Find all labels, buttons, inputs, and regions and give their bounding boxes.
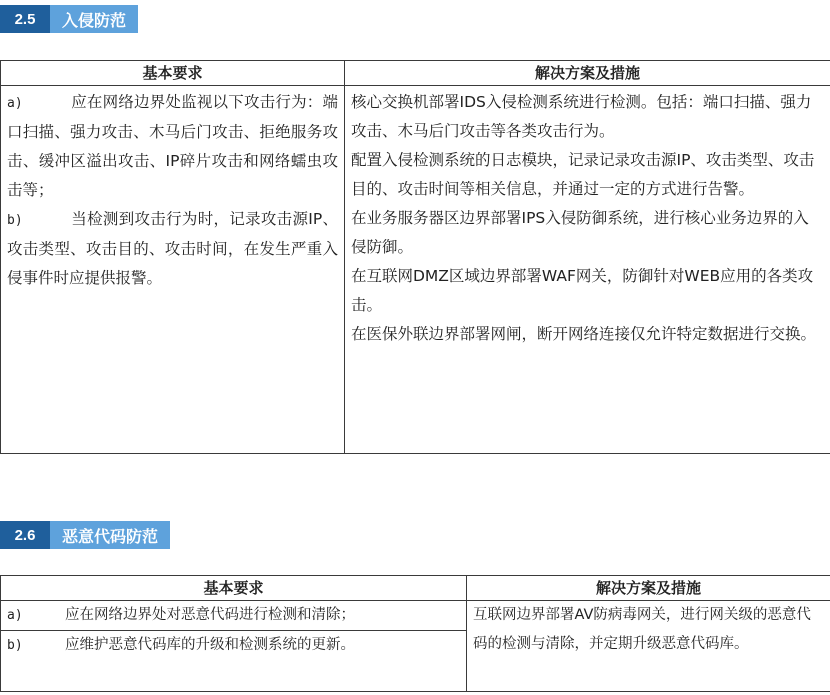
column-header-basic-requirements: 基本要求 (1, 61, 345, 86)
item-text: 应维护恶意代码库的升级和检测系统的更新。 (65, 637, 355, 653)
malicious-code-table (0, 575, 830, 692)
section-header-2-5 (0, 5, 138, 33)
item-text: 当检测到攻击行为时，记录攻击源IP、攻击类型、攻击目的、攻击时间，在发生严重入侵事件时应提供报警。 (7, 210, 338, 287)
table-header-row (1, 61, 830, 86)
solution-item: 在互联网DMZ区域边界部署WAF网关，防御针对WEB应用的各类攻击。 (351, 267, 814, 314)
table-header-row (1, 576, 830, 601)
solutions-cell (467, 601, 830, 692)
item-label: a) (7, 608, 23, 623)
requirement-cell (1, 601, 467, 631)
column-header-basic-requirements: 基本要求 (1, 576, 467, 601)
solutions-cell (345, 86, 830, 454)
solution-item: 核心交换机部署IDS入侵检测系统进行检测。包括：端口扫描、强力攻击、木马后门攻击等各类攻击行为。 (351, 93, 812, 140)
requirement-cell (1, 631, 467, 692)
solution-item: 在医保外联边界部署网闸，断开网络连接仅允许特定数据进行交换。 (351, 325, 817, 343)
table-row (1, 86, 830, 454)
solution-item: 配置入侵检测系统的日志模块，记录记录攻击源IP、攻击类型、攻击目的、攻击时间等相关信息，并通过一定的方式进行告警。 (351, 151, 815, 198)
table-row (1, 601, 830, 631)
section-number: 2.5 (0, 5, 50, 33)
section-title: 恶意代码防范 (50, 521, 170, 549)
requirements-cell (1, 86, 345, 454)
section-number: 2.6 (0, 521, 50, 549)
requirement-item (7, 205, 338, 293)
intrusion-prevention-table (0, 60, 830, 454)
column-header-solutions: 解决方案及措施 (467, 576, 830, 601)
section-title: 入侵防范 (50, 5, 138, 33)
item-label: b) (7, 638, 23, 653)
item-label: a) (7, 96, 23, 111)
requirement-item (7, 88, 338, 205)
item-text: 应在网络边界处对恶意代码进行检测和清除； (65, 607, 355, 623)
solution-item: 互联网边界部署AV防病毒网关，进行网关级的恶意代码的检测与清除，并定期升级恶意代码库。 (473, 607, 811, 652)
section-header-2-6 (0, 521, 170, 549)
item-label: b) (7, 213, 23, 228)
solution-item: 在业务服务器区边界部署IPS入侵防御系统，进行核心业务边界的入侵防御。 (351, 209, 809, 256)
item-text: 应在网络边界处监视以下攻击行为：端口扫描、强力攻击、木马后门攻击、拒绝服务攻击、缓冲区溢出攻击、IP碎片攻击和网络蠕虫攻击等； (7, 93, 338, 199)
column-header-solutions: 解决方案及措施 (345, 61, 830, 86)
